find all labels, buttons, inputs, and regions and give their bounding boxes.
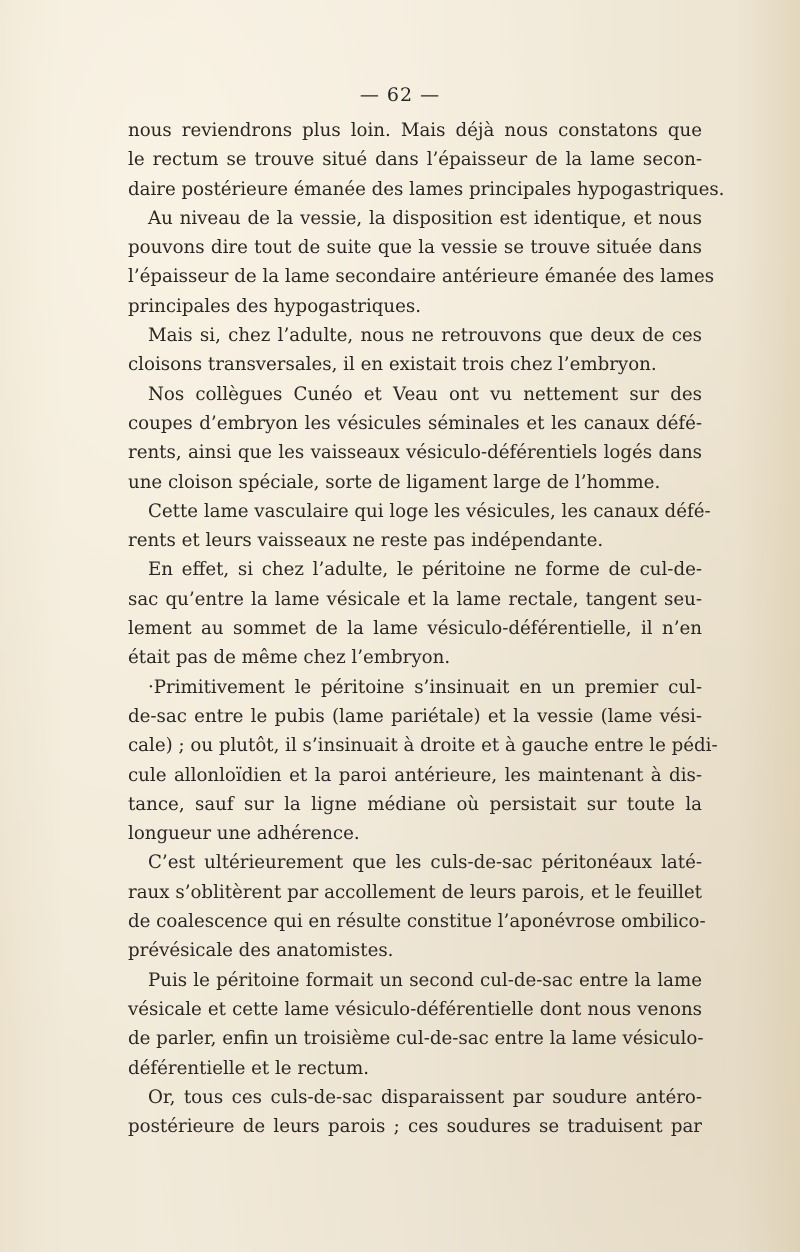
text-line: Mais si, chez l’adulte, nous ne retrouvons que deux de ces	[148, 325, 702, 347]
text-line: était pas de même chez l’embryon.	[128, 647, 451, 669]
text-line: principales des hypogastriques.	[128, 295, 422, 317]
text-line: Puis le péritoine formait un second cul-de-sac entre la lame	[148, 969, 702, 991]
text-line: Au niveau de la vessie, la disposition est identique, et nous	[148, 207, 702, 229]
text-line: coupes d’embryon les vésicules séminales et les canaux défé-	[128, 412, 702, 434]
text-line: de-sac entre le pubis (lame pariétale) et la vessie (lame vési-	[128, 705, 702, 727]
text-line: cale) ; ou plutôt, il s’insinuait à droite et à gauche entre le pédi-	[128, 735, 718, 757]
text-line: une cloison spéciale, sorte de ligament large de l’homme.	[128, 471, 661, 493]
text-line: postérieure de leurs parois ; ces soudures se traduisent par	[128, 1116, 702, 1138]
text-line: ·Primitivement le péritoine s’insinuait en un premier cul-	[148, 676, 702, 698]
text-line: l’épaisseur de la lame secondaire antérieure émanée des lames	[128, 266, 715, 288]
text-line: daire postérieure émanée des lames principales hypogastriques.	[128, 178, 725, 200]
page-number: — 62 —	[359, 84, 441, 106]
text-line: Cette lame vasculaire qui loge les vésicules, les canaux défé-	[148, 500, 711, 522]
text-line: rents, ainsi que les vaisseaux vésiculo-déférentiels logés dans	[128, 442, 702, 464]
text-line: de parler, enfin un troisième cul-de-sac entre la lame vésiculo-	[128, 1028, 704, 1050]
text-line: sac qu’entre la lame vésicale et la lame rectale, tangent seu-	[128, 588, 702, 610]
body-text	[128, 116, 725, 1141]
text-line: rents et leurs vaisseaux ne reste pas indépendante.	[128, 530, 604, 552]
text-line: Nos collègues Cunéo et Veau ont vu nettement sur des	[148, 383, 702, 405]
text-line: vésicale et cette lame vésiculo-déférentielle dont nous venons	[128, 998, 702, 1020]
text-line: Or, tous ces culs-de-sac disparaissent par soudure antéro-	[148, 1086, 702, 1108]
text-line: cule allonloïdien et la paroi antérieure, les maintenant à dis-	[128, 764, 702, 786]
text-line: pouvons dire tout de suite que la vessie se trouve située dans	[128, 237, 702, 259]
text-line: C’est ultérieurement que les culs-de-sac péritonéaux laté-	[148, 852, 702, 874]
text-line: prévésicale des anatomistes.	[128, 940, 394, 962]
text-line: le rectum se trouve situé dans l’épaisseur de la lame secon-	[128, 149, 702, 171]
text-line: raux s’oblitèrent par accollement de leurs parois, et le feuillet	[128, 881, 702, 903]
text-line: longueur une adhérence.	[128, 823, 360, 845]
text-line: nous reviendrons plus loin. Mais déjà nous constatons que	[128, 120, 702, 141]
text-line: tance, sauf sur la ligne médiane où persistait sur toute la	[128, 793, 702, 815]
text-line: cloisons transversales, il en existait trois chez l’embryon.	[128, 354, 657, 376]
text-line: déférentielle et le rectum.	[128, 1057, 370, 1079]
text-line: En effet, si chez l’adulte, le péritoine ne forme de cul-de-	[148, 559, 702, 581]
text-line: de coalescence qui en résulte constitue l’aponévrose ombilico-	[128, 911, 706, 933]
text-line: lement au sommet de la lame vésiculo-déférentielle, il n’en	[128, 618, 702, 640]
